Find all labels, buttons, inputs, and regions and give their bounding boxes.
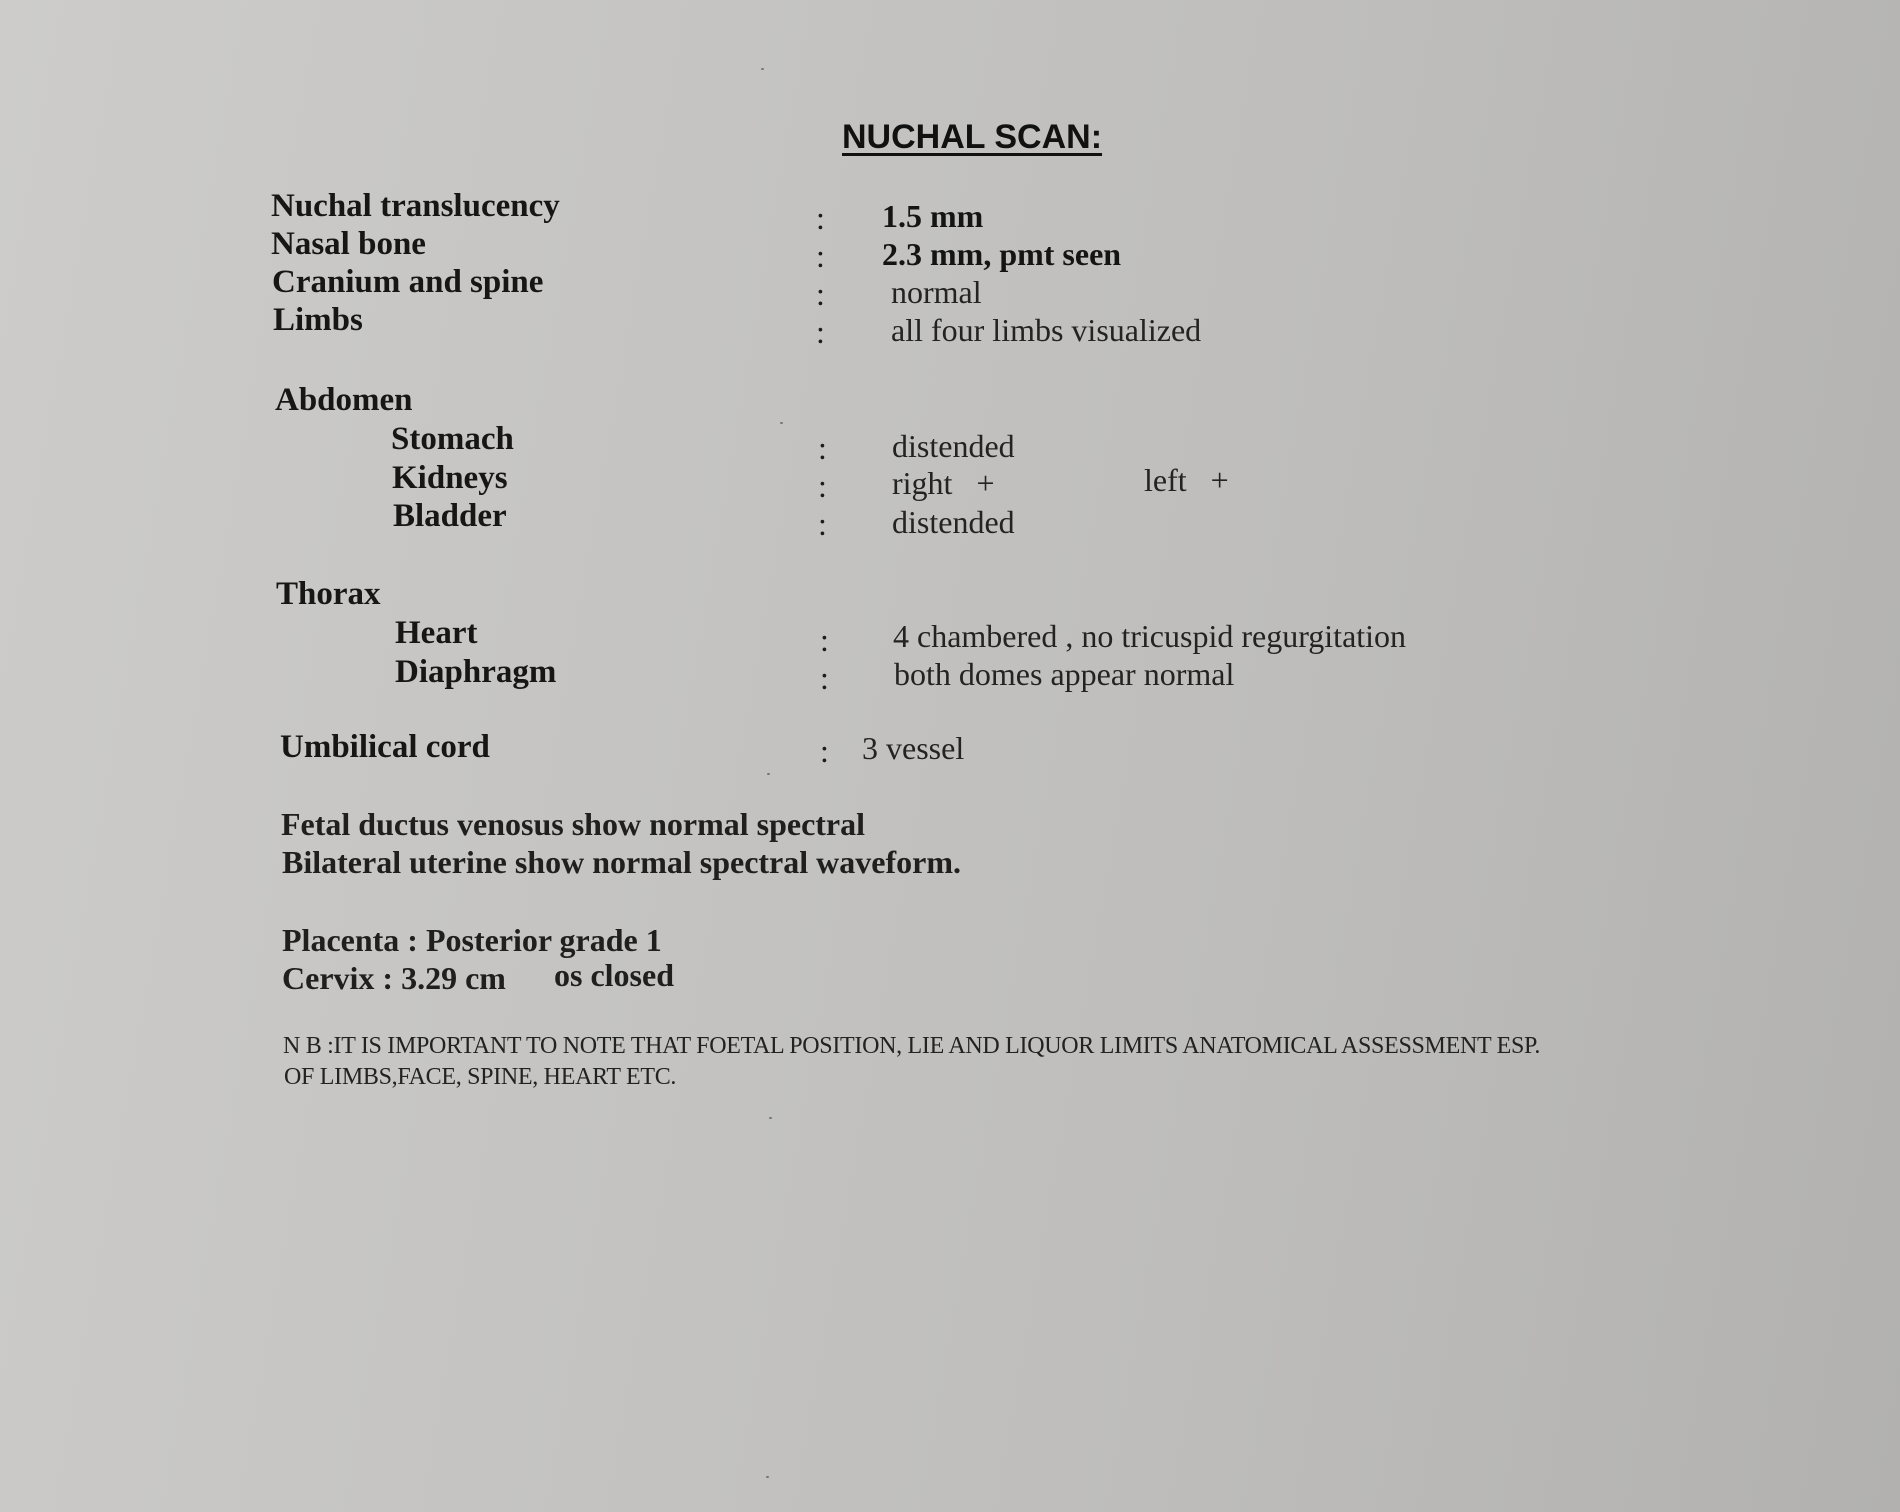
doppler-uterine: Bilateral uterine show normal spectral waveform.: [282, 844, 961, 880]
colon: :: [818, 468, 827, 504]
cervix-os: os closed: [554, 957, 674, 993]
colon: :: [816, 200, 825, 236]
paper-speck: [766, 1476, 769, 1478]
label-limbs: Limbs: [273, 302, 363, 338]
value-diaphragm: both domes appear normal: [894, 656, 1235, 692]
note-line-2: OF LIMBS,FACE, SPINE, HEART ETC.: [284, 1064, 677, 1090]
paper-speck: [767, 773, 770, 775]
label-kidneys: Kidneys: [392, 460, 508, 496]
label-heart: Heart: [395, 615, 478, 651]
colon: :: [818, 430, 827, 466]
colon: :: [816, 238, 825, 274]
paper-speck: [761, 68, 764, 70]
colon: :: [820, 733, 829, 769]
placenta-finding: Placenta : Posterior grade 1: [282, 922, 662, 958]
label-bladder: Bladder: [393, 498, 507, 534]
colon: :: [820, 660, 829, 696]
page-title: NUCHAL SCAN:: [842, 118, 1103, 156]
value-nuchal-translucency: 1.5 mm: [882, 198, 984, 234]
colon: :: [816, 314, 825, 350]
label-umbilical-cord: Umbilical cord: [280, 729, 490, 765]
colon: :: [816, 276, 825, 312]
note-line-1: N B :IT IS IMPORTANT TO NOTE THAT FOETAL POSITION, LIE AND LIQUOR LIMITS ANATOMICAL ASSESSMENT ESP.: [283, 1033, 1541, 1059]
value-kidney-left: left +: [1144, 462, 1229, 498]
value-umbilical-cord: 3 vessel: [862, 730, 965, 766]
cervix-finding: Cervix : 3.29 cm: [282, 960, 506, 996]
label-nasal-bone: Nasal bone: [271, 226, 426, 262]
value-heart: 4 chambered , no tricuspid regurgitation: [893, 618, 1407, 654]
label-stomach: Stomach: [391, 421, 514, 457]
label-cranium-spine: Cranium and spine: [272, 264, 544, 300]
label-nuchal-translucency: Nuchal translucency: [271, 188, 560, 224]
colon: :: [820, 622, 829, 658]
value-nasal-bone: 2.3 mm, pmt seen: [882, 236, 1122, 272]
heading-abdomen: Abdomen: [275, 382, 413, 418]
value-stomach: distended: [892, 428, 1015, 464]
paper-speck: [769, 1117, 772, 1119]
label-diaphragm: Diaphragm: [395, 654, 557, 690]
colon: :: [818, 506, 827, 542]
value-bladder: distended: [892, 504, 1015, 540]
doppler-ductus-venosus: Fetal ductus venosus show normal spectral: [281, 806, 866, 842]
value-kidney-right: right +: [892, 465, 995, 501]
value-cranium-spine: normal: [891, 274, 982, 310]
value-limbs: all four limbs visualized: [891, 312, 1202, 348]
paper-speck: [780, 422, 783, 424]
heading-thorax: Thorax: [276, 576, 381, 612]
